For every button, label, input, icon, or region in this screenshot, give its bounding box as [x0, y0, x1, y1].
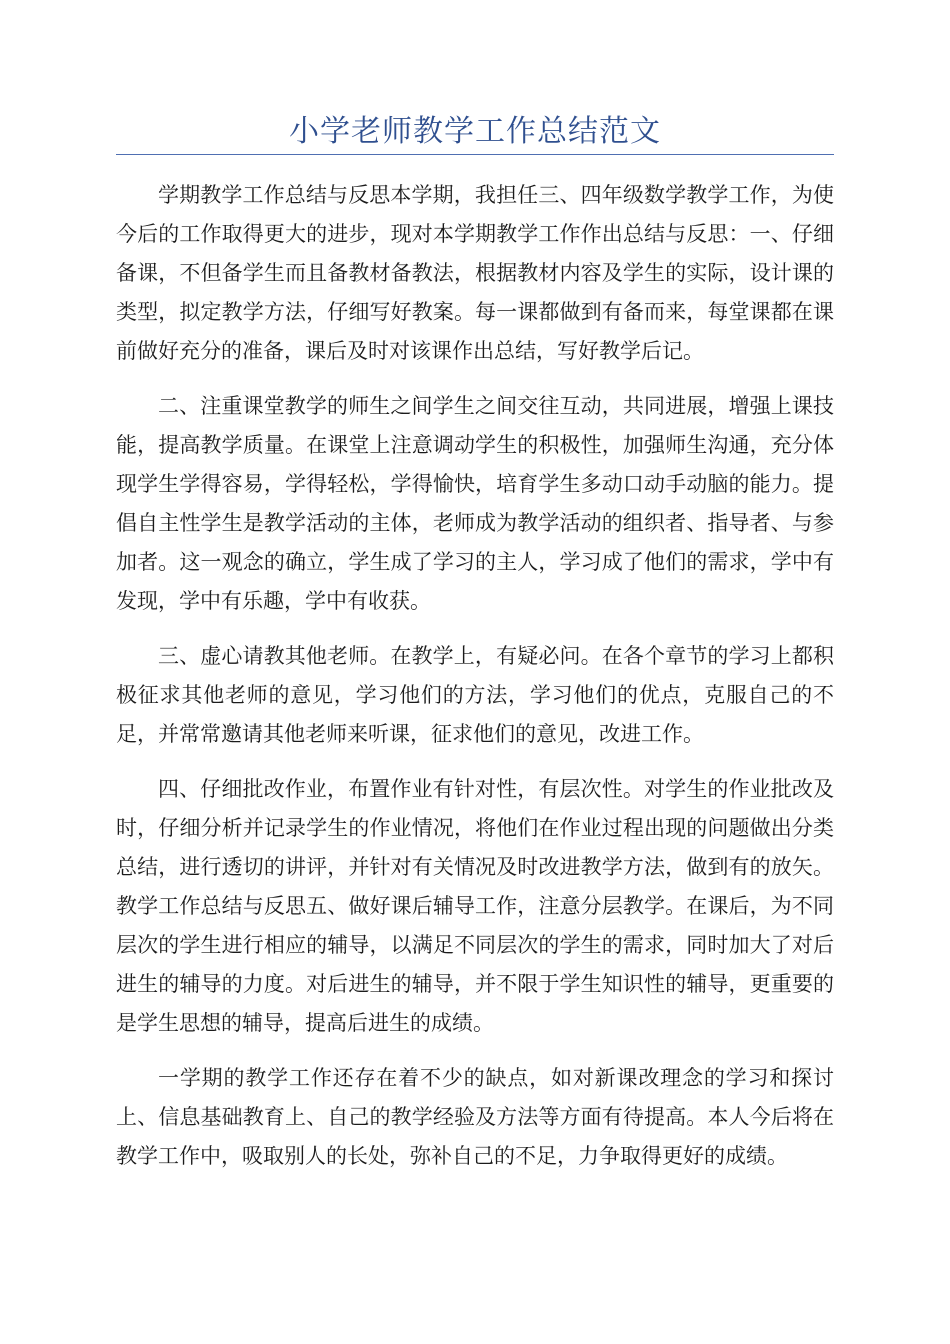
paragraph-3: 三、虚心请教其他老师。在教学上，有疑必问。在各个章节的学习上都积极征求其他老师的意见，学习他们的方法，学习他们的优点，克服自己的不足，并常常邀请其他老师来听课，征求他们的意见，改进工作。 [116, 644, 834, 746]
paragraph-5: 一学期的教学工作还存在着不少的缺点，如对新课改理念的学习和探讨上、信息基础教育上、自己的教学经验及方法等方面有待提高。本人今后将在教学工作中，吸取别人的长处，弥补自己的不足，力争取得更好的成绩。 [116, 1066, 834, 1168]
paragraph-2: 二、注重课堂教学的师生之间学生之间交往互动，共同进展，增强上课技能，提高教学质量。在课堂上注意调动学生的积极性，加强师生沟通，充分体现学生学得容易，学得轻松，学得愉快，培育学生多动口动手动脑的能力。提倡自主性学生是教学活动的主体，老师成为教学活动的组织者、指导者、与参加者。这一观念的确立，学生成了学习的主人，学习成了他们的需求，学中有发现，学中有乐趣，学中有收获。 [116, 394, 834, 613]
paragraph-1: 学期教学工作总结与反思本学期，我担任三、四年级数学教学工作，为使今后的工作取得更大的进步，现对本学期教学工作作出总结与反思：一、仔细备课，不但备学生而且备教材备教法，根据教材内容及学生的实际，设计课的类型，拟定教学方法，仔细写好教案。每一课都做到有备而来，每堂课都在课前做好充分的准备，课后及时对该课作出总结，写好教学后记。 [116, 183, 834, 363]
paragraph-4: 四、仔细批改作业，布置作业有针对性，有层次性。对学生的作业批改及时，仔细分析并记录学生的作业情况，将他们在作业过程出现的问题做出分类总结，进行透切的讲评，并针对有关情况及时改进教学方法，做到有的放矢。教学工作总结与反思五、做好课后辅导工作，注意分层教学。在课后，为不同层次的学生进行相应的辅导，以满足不同层次的学生的需求，同时加大了对后进生的辅导的力度。对后进生的辅导，并不限于学生知识性的辅导，更重要的是学生思想的辅导，提高后进生的成绩。 [116, 777, 834, 1035]
document-title: 小学老师教学工作总结范文 [289, 114, 661, 149]
document-body [116, 176, 834, 1192]
title-underline [116, 154, 834, 155]
